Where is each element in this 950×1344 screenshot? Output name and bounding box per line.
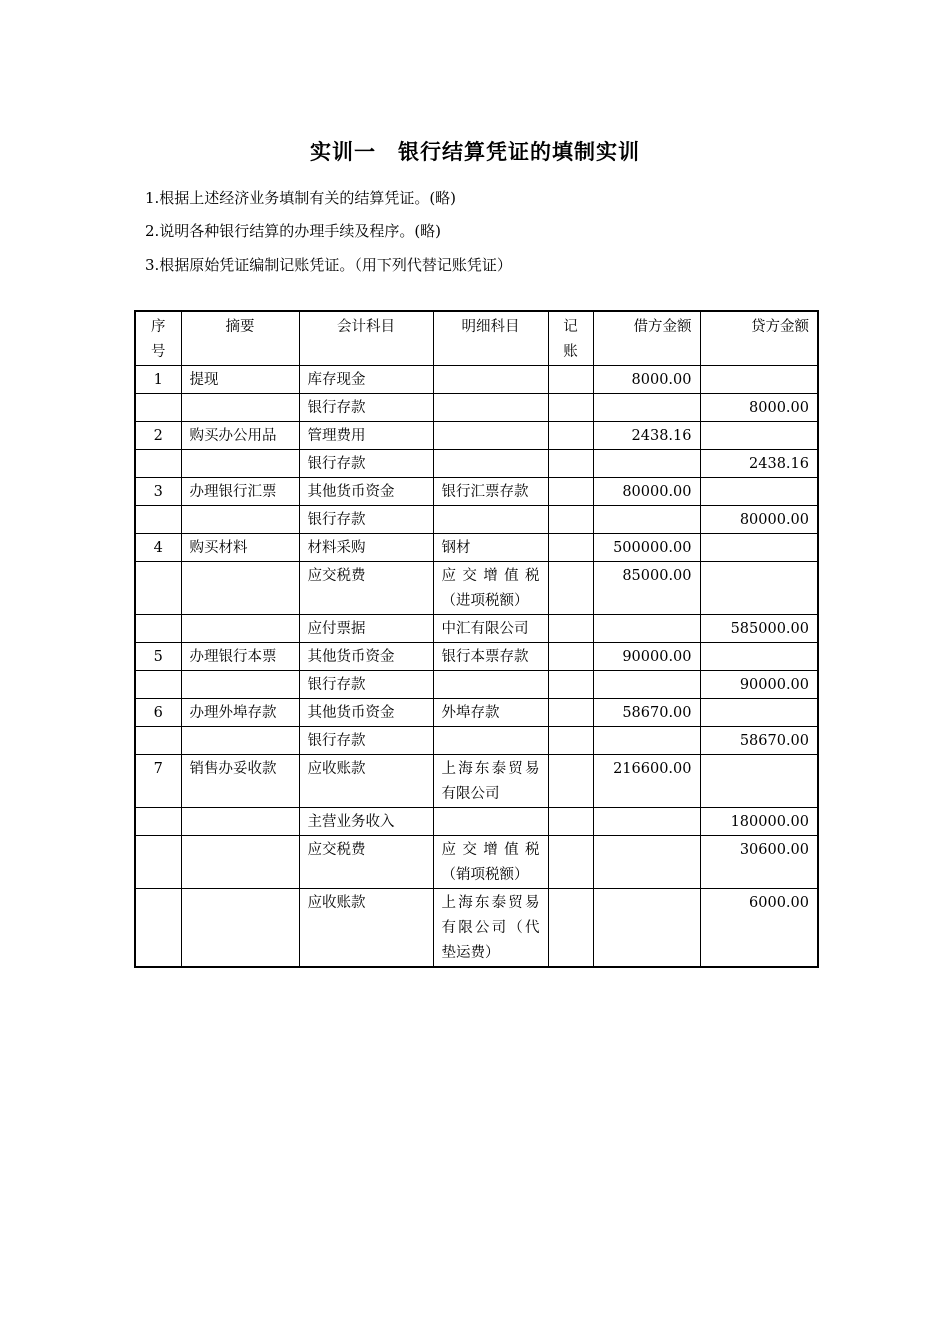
cell-detail [433, 808, 548, 836]
cell-seq [135, 808, 181, 836]
cell-debit [593, 506, 700, 534]
cell-summary [181, 450, 299, 478]
cell-posted [548, 727, 593, 755]
cell-debit: 80000.00 [593, 478, 700, 506]
cell-debit: 2438.16 [593, 422, 700, 450]
cell-credit: 585000.00 [700, 615, 818, 643]
cell-account: 银行存款 [299, 394, 433, 422]
cell-seq [135, 562, 181, 615]
cell-summary: 购买材料 [181, 534, 299, 562]
cell-credit [700, 755, 818, 808]
cell-credit: 58670.00 [700, 727, 818, 755]
cell-summary [181, 615, 299, 643]
cell-posted [548, 615, 593, 643]
table-row [135, 889, 818, 968]
cell-posted [548, 671, 593, 699]
cell-account: 应收账款 [299, 755, 433, 808]
cell-seq: 5 [135, 643, 181, 671]
header-detail: 明细科目 [433, 311, 548, 366]
cell-seq: 6 [135, 699, 181, 727]
cell-debit: 90000.00 [593, 643, 700, 671]
cell-debit: 500000.00 [593, 534, 700, 562]
table-row [135, 755, 818, 808]
cell-debit [593, 808, 700, 836]
table-row [135, 422, 818, 450]
cell-account: 材料采购 [299, 534, 433, 562]
cell-debit [593, 615, 700, 643]
cell-debit [593, 889, 700, 968]
cell-summary [181, 727, 299, 755]
instruction-3: 3.根据原始凭证编制记账凭证。（用下列代替记账凭证） [145, 256, 512, 274]
cell-summary: 提现 [181, 366, 299, 394]
cell-posted [548, 889, 593, 968]
cell-summary [181, 836, 299, 889]
cell-account: 应交税费 [299, 562, 433, 615]
cell-summary [181, 506, 299, 534]
cell-credit [700, 478, 818, 506]
cell-account: 应收账款 [299, 889, 433, 968]
header-summary: 摘要 [181, 311, 299, 366]
header-account: 会计科目 [299, 311, 433, 366]
table-row [135, 562, 818, 615]
cell-summary: 购买办公用品 [181, 422, 299, 450]
cell-seq: 2 [135, 422, 181, 450]
cell-posted [548, 366, 593, 394]
cell-detail: 上海东泰贸易有限公司（代垫运费） [433, 889, 548, 968]
cell-summary [181, 671, 299, 699]
cell-debit [593, 394, 700, 422]
cell-account: 应交税费 [299, 836, 433, 889]
cell-account: 库存现金 [299, 366, 433, 394]
cell-seq [135, 671, 181, 699]
cell-posted [548, 422, 593, 450]
cell-detail [433, 727, 548, 755]
cell-account: 银行存款 [299, 450, 433, 478]
cell-detail: 钢材 [433, 534, 548, 562]
cell-posted [548, 808, 593, 836]
cell-debit: 216600.00 [593, 755, 700, 808]
cell-seq: 1 [135, 366, 181, 394]
cell-seq [135, 727, 181, 755]
cell-summary [181, 562, 299, 615]
cell-credit [700, 422, 818, 450]
cell-credit: 90000.00 [700, 671, 818, 699]
cell-posted [548, 478, 593, 506]
cell-account: 其他货币资金 [299, 643, 433, 671]
cell-seq: 7 [135, 755, 181, 808]
cell-seq [135, 450, 181, 478]
table-row [135, 836, 818, 889]
instruction-1: 1.根据上述经济业务填制有关的结算凭证。(略) [145, 189, 457, 207]
cell-debit [593, 727, 700, 755]
cell-seq [135, 506, 181, 534]
cell-detail [433, 422, 548, 450]
table-row [135, 643, 818, 671]
cell-detail: 银行汇票存款 [433, 478, 548, 506]
cell-posted [548, 643, 593, 671]
instruction-2: 2.说明各种银行结算的办理手续及程序。(略) [145, 222, 442, 240]
header-debit: 借方金额 [593, 311, 700, 366]
cell-posted [548, 506, 593, 534]
cell-account: 其他货币资金 [299, 699, 433, 727]
cell-summary [181, 808, 299, 836]
cell-credit [700, 699, 818, 727]
cell-detail [433, 450, 548, 478]
cell-summary: 办理外埠存款 [181, 699, 299, 727]
cell-detail: 中汇有限公司 [433, 615, 548, 643]
voucher-table [134, 310, 819, 968]
cell-posted [548, 562, 593, 615]
cell-credit: 30600.00 [700, 836, 818, 889]
cell-summary: 办理银行汇票 [181, 478, 299, 506]
cell-detail [433, 671, 548, 699]
cell-detail [433, 366, 548, 394]
cell-debit [593, 671, 700, 699]
cell-credit [700, 366, 818, 394]
header-seq: 序号 [135, 311, 181, 366]
cell-credit: 80000.00 [700, 506, 818, 534]
cell-detail [433, 394, 548, 422]
cell-debit: 85000.00 [593, 562, 700, 615]
table-row [135, 808, 818, 836]
cell-posted [548, 699, 593, 727]
cell-account: 银行存款 [299, 671, 433, 699]
cell-debit: 8000.00 [593, 366, 700, 394]
cell-summary: 销售办妥收款 [181, 755, 299, 808]
cell-debit [593, 450, 700, 478]
table-row [135, 699, 818, 727]
cell-detail: 上海东泰贸易有限公司 [433, 755, 548, 808]
cell-posted [548, 836, 593, 889]
cell-seq [135, 836, 181, 889]
cell-account: 其他货币资金 [299, 478, 433, 506]
table-row [135, 478, 818, 506]
table-row [135, 671, 818, 699]
header-posted: 记账 [548, 311, 593, 366]
table-row [135, 615, 818, 643]
cell-credit: 180000.00 [700, 808, 818, 836]
cell-seq [135, 615, 181, 643]
cell-seq [135, 394, 181, 422]
cell-credit: 2438.16 [700, 450, 818, 478]
cell-credit [700, 562, 818, 615]
cell-seq: 4 [135, 534, 181, 562]
cell-detail: 银行本票存款 [433, 643, 548, 671]
cell-seq [135, 889, 181, 968]
cell-seq: 3 [135, 478, 181, 506]
cell-account: 应付票据 [299, 615, 433, 643]
table-row [135, 506, 818, 534]
cell-debit: 58670.00 [593, 699, 700, 727]
cell-credit [700, 643, 818, 671]
cell-account: 管理费用 [299, 422, 433, 450]
table-row [135, 727, 818, 755]
cell-credit: 8000.00 [700, 394, 818, 422]
cell-summary: 办理银行本票 [181, 643, 299, 671]
cell-summary [181, 889, 299, 968]
table-row [135, 450, 818, 478]
cell-posted [548, 755, 593, 808]
table-row [135, 394, 818, 422]
cell-detail [433, 506, 548, 534]
cell-posted [548, 534, 593, 562]
cell-debit [593, 836, 700, 889]
cell-credit: 6000.00 [700, 889, 818, 968]
table-row [135, 366, 818, 394]
page-title: 实训一 银行结算凭证的填制实训 [310, 140, 640, 164]
cell-detail: 外埠存款 [433, 699, 548, 727]
cell-credit [700, 534, 818, 562]
cell-posted [548, 450, 593, 478]
cell-detail: 应交增值税（进项税额） [433, 562, 548, 615]
cell-summary [181, 394, 299, 422]
header-credit: 贷方金额 [700, 311, 818, 366]
cell-detail: 应交增值税（销项税额） [433, 836, 548, 889]
table-header-row [135, 311, 818, 366]
table-row [135, 534, 818, 562]
cell-posted [548, 394, 593, 422]
cell-account: 主营业务收入 [299, 808, 433, 836]
cell-account: 银行存款 [299, 727, 433, 755]
cell-account: 银行存款 [299, 506, 433, 534]
